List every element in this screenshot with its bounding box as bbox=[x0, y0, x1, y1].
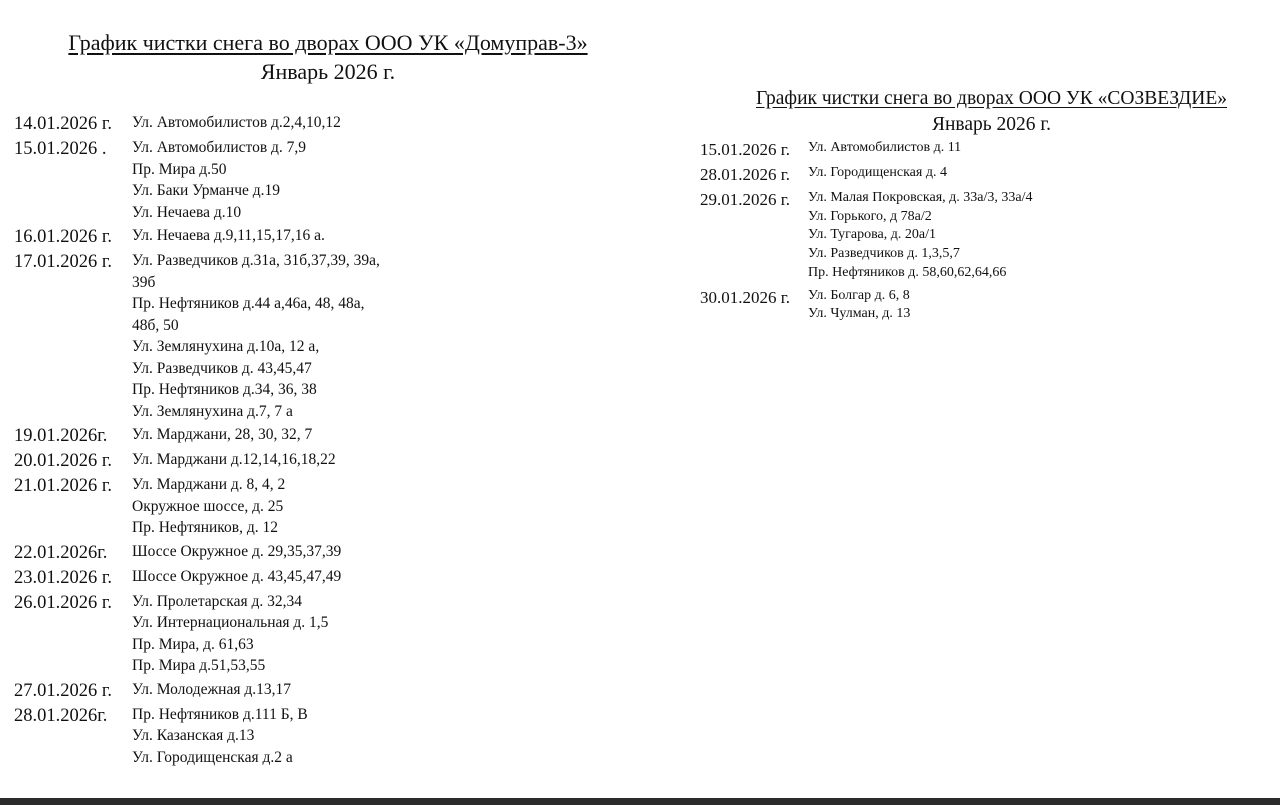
address-line: Ул. Горького, д 78а/2 bbox=[808, 208, 932, 224]
address-line: Шоссе Окружное д. 43,45,47,49 bbox=[132, 567, 342, 585]
address-line: Ул. Разведчиков д. 43,45,47 bbox=[132, 359, 312, 377]
address-line: Окружное шоссе, д. 25 bbox=[132, 497, 284, 515]
schedule-entry bbox=[700, 139, 1032, 160]
right-schedule-title: График чистки снега во дворах ООО УК «СОЗВЕЗДИЕ» bbox=[755, 88, 1228, 109]
address-line: Шоссе Окружное д. 29,35,37,39 bbox=[132, 542, 342, 560]
address-line: Пр. Нефтяников д.44 а,46а, 48, 48а, bbox=[132, 295, 365, 312]
address-line: Ул. Нечаева д.10 bbox=[132, 203, 242, 221]
address-line: Ул. Городищенская д.2 а bbox=[132, 748, 293, 766]
address-line: Ул. Нечаева д.9,11,15,17,16 а. bbox=[132, 227, 325, 244]
right-schedule-list bbox=[700, 139, 1032, 328]
address-line: Пр. Мира, д. 61,63 bbox=[132, 635, 254, 653]
left-schedule-list bbox=[14, 112, 380, 770]
address-line: 48б, 50 bbox=[132, 316, 179, 334]
schedule-entry bbox=[14, 704, 380, 769]
address-line: Ул. Автомобилистов д. 11 bbox=[808, 140, 962, 155]
schedule-entry bbox=[14, 474, 380, 539]
entry-date: 15.01.2026 г. bbox=[700, 140, 791, 159]
entry-date: 20.01.2026 г. bbox=[14, 451, 113, 471]
address-line: Пр. Нефтяников д.34, 36, 38 bbox=[132, 381, 317, 398]
address-line: Ул. Марджани д.12,14,16,18,22 bbox=[132, 451, 336, 468]
entry-addresses bbox=[132, 474, 285, 539]
schedule-entry bbox=[14, 449, 380, 472]
entry-date: 15.01.2026 . bbox=[14, 139, 107, 159]
address-line: Ул. Разведчиков д.31а, 31б,37,39, 39а, bbox=[132, 252, 380, 269]
schedule-entry bbox=[14, 112, 380, 135]
schedule-entry bbox=[14, 137, 380, 223]
address-line: 39б bbox=[132, 273, 156, 291]
address-line: Пр. Нефтяников д. 58,60,62,64,66 bbox=[808, 264, 1007, 280]
address-line: Ул. Казанская д.13 bbox=[132, 727, 255, 744]
address-line: Ул. Баки Урманче д.19 bbox=[132, 182, 281, 199]
entry-addresses bbox=[132, 679, 291, 701]
entry-addresses bbox=[132, 225, 325, 247]
address-line: Ул. Землянухина д.7, 7 а bbox=[132, 402, 293, 420]
entry-date: 22.01.2026г. bbox=[14, 542, 108, 563]
entry-date: 19.01.2026г. bbox=[14, 426, 108, 446]
entry-addresses bbox=[808, 164, 947, 183]
address-line: Пр. Нефтяников д.111 Б, В bbox=[132, 705, 308, 723]
entry-date: 21.01.2026 г. bbox=[14, 476, 113, 496]
address-line: Пр. Нефтяников, д. 12 bbox=[132, 519, 278, 536]
entry-addresses bbox=[132, 424, 312, 446]
schedule-entry bbox=[14, 541, 380, 564]
bottom-divider bbox=[0, 798, 1280, 805]
entry-date: 23.01.2026 г. bbox=[14, 567, 113, 588]
address-line: Ул. Разведчиков д. 1,3,5,7 bbox=[808, 246, 960, 262]
schedule-entry bbox=[14, 679, 380, 702]
address-line: Ул. Автомобилистов д.2,4,10,12 bbox=[132, 114, 341, 131]
left-schedule-month: Январь 2026 г. bbox=[260, 59, 396, 84]
entry-date: 14.01.2026 г. bbox=[14, 114, 113, 134]
entry-date: 27.01.2026 г. bbox=[14, 680, 113, 701]
right-schedule-month: Январь 2026 г. bbox=[931, 114, 1052, 135]
entry-date: 17.01.2026 г. bbox=[14, 252, 113, 272]
schedule-entry bbox=[14, 424, 380, 447]
address-line: Ул. Автомобилистов д. 7,9 bbox=[132, 139, 307, 156]
address-line: Ул. Молодежная д.13,17 bbox=[132, 680, 291, 698]
address-line: Ул. Малая Покровская, д. 33а/3, 33а/4 bbox=[808, 190, 1033, 205]
address-line: Ул. Марджани, 28, 30, 32, 7 bbox=[132, 426, 313, 443]
schedule-entry bbox=[700, 189, 1032, 283]
address-line: Ул. Землянухина д.10а, 12 а, bbox=[132, 338, 320, 355]
entry-addresses bbox=[808, 287, 910, 324]
entry-date: 26.01.2026 г. bbox=[14, 592, 113, 613]
entry-addresses bbox=[132, 541, 341, 563]
schedule-entry bbox=[14, 591, 380, 677]
schedule-entry bbox=[14, 225, 380, 248]
entry-date: 16.01.2026 г. bbox=[14, 227, 113, 247]
address-line: Пр. Мира д.51,53,55 bbox=[132, 657, 266, 674]
entry-addresses bbox=[808, 189, 1032, 283]
entry-addresses bbox=[132, 137, 306, 223]
entry-addresses bbox=[132, 591, 328, 677]
entry-date: 30.01.2026 г. bbox=[700, 287, 791, 307]
entry-addresses bbox=[132, 449, 336, 471]
schedule-entry bbox=[700, 164, 1032, 185]
entry-date: 28.01.2026г. bbox=[14, 705, 108, 726]
schedule-entry bbox=[14, 566, 380, 589]
address-line: Ул. Городищенская д. 4 bbox=[808, 165, 947, 180]
entry-addresses bbox=[132, 704, 308, 769]
entry-addresses bbox=[132, 112, 341, 134]
left-schedule-title: График чистки снега во дворах ООО УК «Домуправ-3» bbox=[68, 30, 588, 55]
address-line: Ул. Пролетарская д. 32,34 bbox=[132, 592, 302, 610]
entry-addresses bbox=[132, 566, 341, 588]
address-line: Ул. Тугарова, д. 20а/1 bbox=[808, 227, 936, 243]
address-line: Ул. Чулман, д. 13 bbox=[808, 306, 911, 322]
entry-date: 29.01.2026 г. bbox=[700, 190, 791, 209]
entry-addresses bbox=[808, 139, 961, 158]
address-line: Ул. Интернациональная д. 1,5 bbox=[132, 614, 329, 631]
address-line: Ул. Болгар д. 6, 8 bbox=[808, 287, 910, 303]
address-line: Пр. Мира д.50 bbox=[132, 160, 227, 178]
entry-date: 28.01.2026 г. bbox=[700, 165, 791, 184]
entry-addresses bbox=[132, 250, 380, 422]
address-line: Ул. Марджани д. 8, 4, 2 bbox=[132, 476, 286, 493]
schedule-entry bbox=[14, 250, 380, 422]
schedule-entry bbox=[700, 287, 1032, 324]
